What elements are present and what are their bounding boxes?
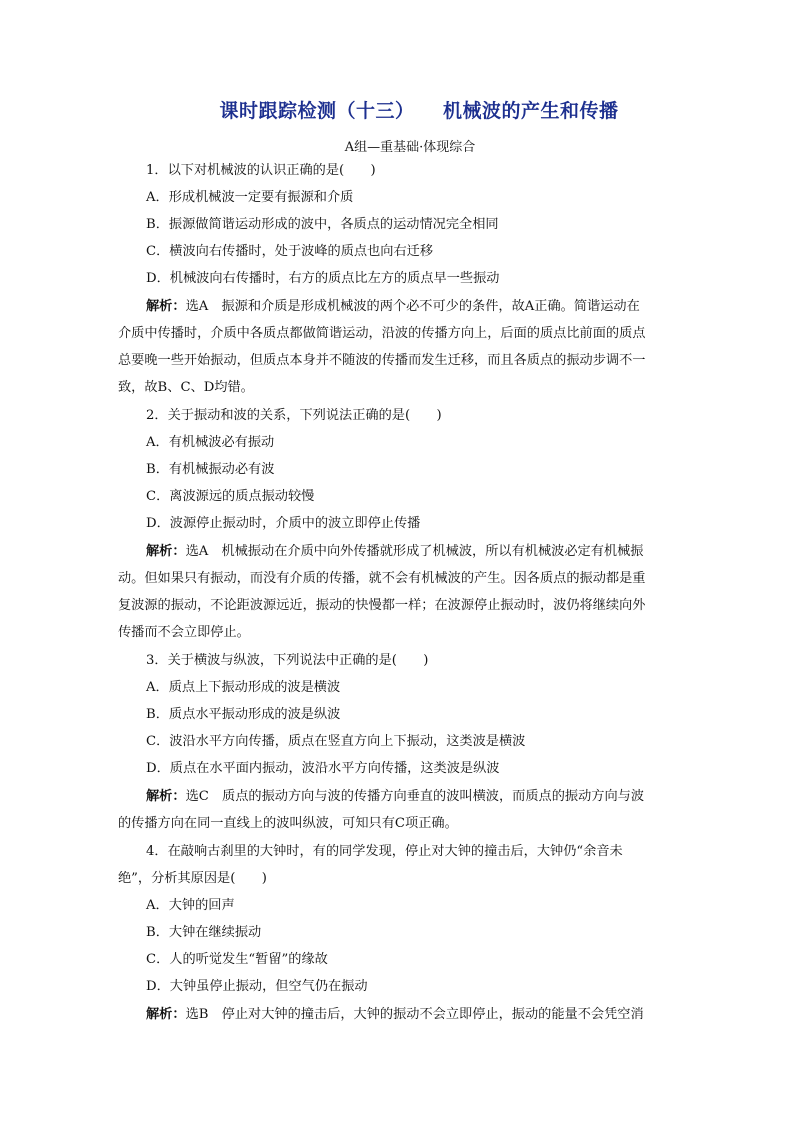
question-4-stem: 4．在敲响古刹里的大钟时，有的同学发现，停止对大钟的撞击后，大钟仍“余音未 xyxy=(146,844,623,859)
question-1-option-d: D．机械波向右传播时，右方的质点比左方的质点早一些振动 xyxy=(146,271,500,286)
analysis-label: 解析： xyxy=(146,1007,186,1022)
answer-text: 选C 质点的振动方向与波的传播方向垂直的波叫横波，而质点的振动方向与波 xyxy=(185,789,645,804)
question-4-option-c: C．人的听觉发生“暂留”的缘故 xyxy=(146,952,328,967)
question-2-option-d: D．波源停止振动时，介质中的波立即停止传播 xyxy=(146,516,421,531)
answer-text: 选A 振源和介质是形成机械波的两个必不可少的条件，故A正确。简谐运动在 xyxy=(185,299,640,314)
question-2-answer-line: 传播而不会立即停止。 xyxy=(118,625,250,640)
question-2-answer-line: 复波源的振动，不论距波源远近，振动的快慢都一样；在波源停止振动时，波仍将继续向外 xyxy=(118,598,646,613)
question-3-answer-line: 的传播方向在同一直线上的波叫纵波，可知只有C项正确。 xyxy=(118,816,458,831)
question-3-answer-line xyxy=(146,789,644,805)
question-4-stem: 绝”，分析其原因是( ) xyxy=(118,871,267,886)
question-3-option-b: B．质点水平振动形成的波是纵波 xyxy=(146,707,341,722)
question-1-option-a: A．形成机械波一定要有振源和介质 xyxy=(146,190,354,205)
section-heading: A组—重基础·体现综合 xyxy=(344,140,476,155)
question-1-answer-line xyxy=(146,299,640,315)
question-1-answer-line: 介质中传播时，介质中各质点都做简谐运动，沿波的传播方向上，后面的质点比前面的质点 xyxy=(118,326,646,341)
question-4-option-d: D．大钟虽停止振动，但空气仍在振动 xyxy=(146,979,368,994)
analysis-label: 解析： xyxy=(146,789,186,804)
question-4-answer-line xyxy=(146,1007,644,1023)
question-2-option-a: A．有机械波必有振动 xyxy=(146,435,275,450)
question-2-option-b: B．有机械振动必有波 xyxy=(146,462,275,477)
analysis-label: 解析： xyxy=(146,299,186,314)
question-3-option-d: D．质点在水平面内振动，波沿水平方向传播，这类波是纵波 xyxy=(146,761,500,776)
question-1-option-c: C．横波向右传播时，处于波峰的质点也向右迁移 xyxy=(146,244,434,259)
answer-text: 选B 停止对大钟的撞击后，大钟的振动不会立即停止，振动的能量不会凭空消 xyxy=(185,1007,644,1022)
question-4-option-a: A．大钟的回声 xyxy=(146,898,235,913)
question-2-answer-line: 动。但如果只有振动，而没有介质的传播，就不会有机械波的产生。因各质点的振动都是重 xyxy=(118,571,646,586)
question-2-stem: 2．关于振动和波的关系，下列说法正确的是( ) xyxy=(146,408,442,423)
question-3-option-a: A．质点上下振动形成的波是横波 xyxy=(146,680,341,695)
question-3-option-c: C．波沿水平方向传播，质点在竖直方向上下振动，这类波是横波 xyxy=(146,734,526,749)
page-title: 课时跟踪检测（十三） 机械波的产生和传播 xyxy=(219,100,619,122)
question-3-stem: 3．关于横波与纵波，下列说法中正确的是( ) xyxy=(146,653,429,668)
question-2-answer-line xyxy=(146,544,643,560)
question-2-option-c: C．离波源远的质点振动较慢 xyxy=(146,489,315,504)
question-1-answer-line: 总要晚一些开始振动，但质点本身并不随波的传播而发生迁移，而且各质点的振动步调不一 xyxy=(118,353,646,368)
analysis-label: 解析： xyxy=(146,544,186,559)
question-1-stem: 1．以下对机械波的认识正确的是( ) xyxy=(146,163,376,178)
question-1-option-b: B．振源做简谐运动形成的波中，各质点的运动情况完全相同 xyxy=(146,217,499,232)
question-1-answer-line: 致，故B、C、D均错。 xyxy=(118,380,254,395)
answer-text: 选A 机械振动在介质中向外传播就形成了机械波，所以有机械波必定有机械振 xyxy=(185,544,644,559)
question-4-option-b: B．大钟在继续振动 xyxy=(146,925,262,940)
